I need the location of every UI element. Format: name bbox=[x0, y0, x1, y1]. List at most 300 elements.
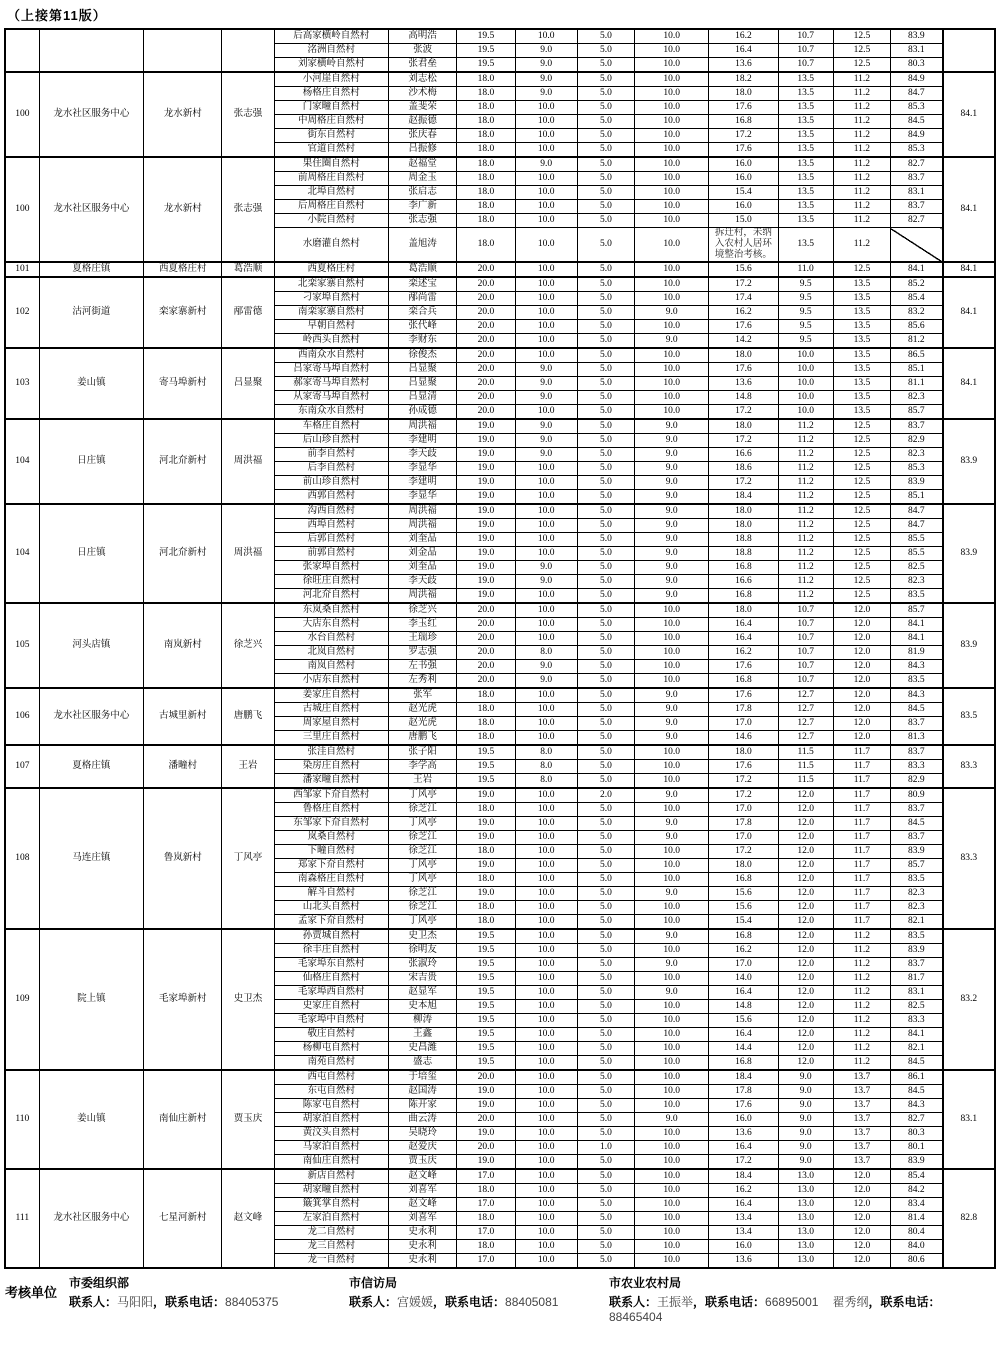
total-score-cell: 83.9 bbox=[890, 475, 942, 489]
group-contact-cell: 张志强 bbox=[222, 157, 274, 262]
total-score-cell: 82.9 bbox=[890, 773, 942, 788]
total-score-cell: 82.5 bbox=[890, 999, 942, 1013]
table-row bbox=[5, 504, 995, 519]
village-group-103 bbox=[5, 348, 995, 419]
natural-village-cell: 孙贾城自然村 bbox=[274, 929, 388, 944]
score-cell: 19.0 bbox=[457, 518, 515, 532]
table-row bbox=[5, 262, 995, 277]
score-cell: 19.0 bbox=[457, 816, 515, 830]
score-cell: 10.0 bbox=[634, 773, 708, 788]
score-cell: 13.7 bbox=[833, 1126, 890, 1140]
score-cell: 18.0 bbox=[457, 157, 515, 172]
score-cell: 10.0 bbox=[515, 1253, 577, 1268]
score-cell: 16.4 bbox=[709, 44, 778, 58]
score-cell: 10.0 bbox=[515, 886, 577, 900]
natural-village-cell: 三里庄自然村 bbox=[274, 730, 388, 745]
new-village-cell: 七星河新村 bbox=[144, 1169, 222, 1268]
natural-village-cell: 西屯自然村 bbox=[274, 1070, 388, 1085]
leader-cell: 赵显军 bbox=[389, 985, 457, 999]
leader-cell: 赵振德 bbox=[389, 115, 457, 129]
score-cell: 5.0 bbox=[577, 844, 634, 858]
score-cell: 11.7 bbox=[833, 900, 890, 914]
score-cell: 19.0 bbox=[457, 1154, 515, 1169]
total-score-cell: 83.5 bbox=[890, 872, 942, 886]
score-cell: 10.0 bbox=[515, 1169, 577, 1184]
score-cell: 17.2 bbox=[709, 844, 778, 858]
village-group-110 bbox=[5, 1070, 995, 1169]
town-cell: 马连庄镇 bbox=[39, 788, 143, 929]
score-cell: 19.0 bbox=[457, 560, 515, 574]
natural-village-cell: 张家埠自然村 bbox=[274, 560, 388, 574]
score-cell: 5.0 bbox=[577, 645, 634, 659]
score-cell: 11.2 bbox=[778, 419, 833, 434]
score-cell: 11.2 bbox=[778, 574, 833, 588]
score-cell: 11.2 bbox=[833, 129, 890, 143]
score-cell: 13.0 bbox=[778, 1253, 833, 1268]
natural-village-cell: 敬庄自然村 bbox=[274, 1027, 388, 1041]
score-cell: 5.0 bbox=[577, 546, 634, 560]
score-cell: 13.5 bbox=[833, 319, 890, 333]
score-cell: 20.0 bbox=[457, 1140, 515, 1154]
leader-cell: 赵光虎 bbox=[389, 716, 457, 730]
group-number-cell: 103 bbox=[5, 348, 39, 419]
score-cell: 12.5 bbox=[833, 433, 890, 447]
score-cell: 12.0 bbox=[833, 617, 890, 631]
score-cell: 12.0 bbox=[778, 788, 833, 803]
score-cell: 9.0 bbox=[634, 574, 708, 588]
score-cell: 17.8 bbox=[709, 816, 778, 830]
score-cell: 10.0 bbox=[515, 1225, 577, 1239]
score-cell: 13.0 bbox=[778, 1169, 833, 1184]
score-cell: 13.5 bbox=[778, 157, 833, 172]
village-group-100 bbox=[5, 157, 995, 262]
group-number-cell: 100 bbox=[5, 157, 39, 262]
natural-village-cell: 龙三自然村 bbox=[274, 1239, 388, 1253]
town-cell: 夏格庄镇 bbox=[39, 745, 143, 788]
total-score-cell: 83.7 bbox=[890, 716, 942, 730]
leader-cell: 吕显清 bbox=[389, 390, 457, 404]
leader-cell: 刘喜军 bbox=[389, 1183, 457, 1197]
score-cell: 11.7 bbox=[833, 816, 890, 830]
total-score-cell: 85.7 bbox=[890, 603, 942, 618]
score-cell: 10.7 bbox=[778, 29, 833, 44]
group-average-cell: 83.5 bbox=[943, 688, 995, 745]
score-cell: 13.5 bbox=[778, 200, 833, 214]
score-cell: 10.7 bbox=[778, 673, 833, 688]
score-cell: 12.0 bbox=[833, 645, 890, 659]
score-cell: 13.0 bbox=[778, 1239, 833, 1253]
group-number-cell: 105 bbox=[5, 603, 39, 688]
natural-village-cell: 西邹家下夼自然村 bbox=[274, 788, 388, 803]
score-cell: 18.0 bbox=[457, 72, 515, 87]
score-cell: 5.0 bbox=[577, 631, 634, 645]
score-cell: 18.0 bbox=[457, 702, 515, 716]
score-cell: 10.0 bbox=[634, 1183, 708, 1197]
town-cell: 日庄镇 bbox=[39, 419, 143, 504]
total-score-cell: 83.1 bbox=[890, 985, 942, 999]
group-number-cell: 101 bbox=[5, 262, 39, 277]
score-cell: 16.4 bbox=[709, 617, 778, 631]
score-cell: 13.7 bbox=[833, 1154, 890, 1169]
leader-cell: 徐芝兴 bbox=[389, 603, 457, 618]
score-cell: 5.0 bbox=[577, 730, 634, 745]
total-score-cell: 84.5 bbox=[890, 115, 942, 129]
score-cell: 10.0 bbox=[634, 1027, 708, 1041]
score-cell: 18.0 bbox=[457, 1183, 515, 1197]
score-cell: 11.2 bbox=[833, 72, 890, 87]
score-cell: 14.0 bbox=[709, 971, 778, 985]
score-cell: 18.0 bbox=[457, 143, 515, 158]
new-village-cell: 西夏格庄村 bbox=[144, 262, 222, 277]
leader-cell: 赵文峰 bbox=[389, 1169, 457, 1184]
score-cell: 5.0 bbox=[577, 228, 634, 262]
score-cell: 16.6 bbox=[709, 447, 778, 461]
leader-cell: 张启志 bbox=[389, 186, 457, 200]
town-cell: 龙水社区服务中心 bbox=[39, 72, 143, 157]
score-cell: 10.0 bbox=[634, 1098, 708, 1112]
score-cell: 9.0 bbox=[515, 87, 577, 101]
score-cell: 9.0 bbox=[634, 730, 708, 745]
total-score-cell: 84.7 bbox=[890, 518, 942, 532]
score-cell: 10.0 bbox=[634, 858, 708, 872]
leader-cell: 史卫杰 bbox=[389, 929, 457, 944]
score-cell: 10.0 bbox=[515, 929, 577, 944]
score-cell: 10.0 bbox=[778, 362, 833, 376]
total-score-cell: 80.9 bbox=[890, 788, 942, 803]
natural-village-cell: 水磨灌自然村 bbox=[274, 228, 388, 262]
leader-cell: 高明浩 bbox=[389, 29, 457, 44]
score-cell: 13.6 bbox=[709, 58, 778, 73]
score-cell: 5.0 bbox=[577, 830, 634, 844]
score-cell: 12.0 bbox=[778, 943, 833, 957]
total-score-cell: 83.7 bbox=[890, 957, 942, 971]
score-cell: 10.0 bbox=[515, 1183, 577, 1197]
score-cell: 17.2 bbox=[709, 129, 778, 143]
score-cell: 13.5 bbox=[833, 404, 890, 419]
score-cell: 5.0 bbox=[577, 1112, 634, 1126]
score-cell: 16.4 bbox=[709, 985, 778, 999]
score-cell: 1.0 bbox=[577, 1140, 634, 1154]
score-cell: 19.5 bbox=[457, 29, 515, 44]
score-cell: 16.8 bbox=[709, 1055, 778, 1070]
leader-cell: 徐明友 bbox=[389, 943, 457, 957]
leader-cell: 张淑玲 bbox=[389, 957, 457, 971]
score-cell: 10.0 bbox=[634, 1070, 708, 1085]
village-group-107 bbox=[5, 745, 995, 788]
new-village-cell: 河北夼新村 bbox=[144, 419, 222, 504]
score-cell: 12.0 bbox=[778, 886, 833, 900]
score-cell: 12.0 bbox=[778, 802, 833, 816]
group-contact-cell: 徐芝兴 bbox=[222, 603, 274, 688]
score-cell: 9.0 bbox=[778, 1070, 833, 1085]
score-cell: 18.0 bbox=[709, 745, 778, 760]
score-cell: 12.5 bbox=[833, 58, 890, 73]
natural-village-cell: 毛家埠西自然村 bbox=[274, 985, 388, 999]
org-contact-line bbox=[69, 1293, 319, 1310]
score-cell: 10.0 bbox=[515, 631, 577, 645]
table-row bbox=[5, 603, 995, 618]
total-score-cell: 83.9 bbox=[890, 844, 942, 858]
score-cell: 10.0 bbox=[515, 143, 577, 158]
natural-village-cell: 周家屋自然村 bbox=[274, 716, 388, 730]
score-cell: 10.0 bbox=[634, 645, 708, 659]
leader-cell: 徐芝江 bbox=[389, 886, 457, 900]
leader-cell: 史永利 bbox=[389, 1225, 457, 1239]
total-score-cell: 80.6 bbox=[890, 1253, 942, 1268]
score-cell: 11.7 bbox=[833, 914, 890, 929]
leader-cell: 张子阳 bbox=[389, 745, 457, 760]
score-cell: 19.0 bbox=[457, 433, 515, 447]
score-cell: 5.0 bbox=[577, 1041, 634, 1055]
leader-cell: 赵爱庆 bbox=[389, 1140, 457, 1154]
score-cell: 12.7 bbox=[778, 730, 833, 745]
score-cell: 13.5 bbox=[833, 348, 890, 363]
score-cell: 17.2 bbox=[709, 404, 778, 419]
total-score-cell: 86.5 bbox=[890, 348, 942, 363]
score-cell: 19.0 bbox=[457, 447, 515, 461]
score-cell: 20.0 bbox=[457, 319, 515, 333]
new-village-cell: 栾家寨新村 bbox=[144, 277, 222, 348]
score-cell: 5.0 bbox=[577, 101, 634, 115]
group-average-cell: 83.2 bbox=[943, 929, 995, 1070]
score-cell: 10.0 bbox=[634, 999, 708, 1013]
score-cell: 10.0 bbox=[515, 830, 577, 844]
score-cell: 10.0 bbox=[515, 129, 577, 143]
score-cell: 5.0 bbox=[577, 999, 634, 1013]
leader-cell: 史本旭 bbox=[389, 999, 457, 1013]
natural-village-cell: 小河崖自然村 bbox=[274, 72, 388, 87]
score-cell: 10.0 bbox=[634, 914, 708, 929]
score-cell: 10.0 bbox=[515, 1041, 577, 1055]
score-cell: 12.0 bbox=[833, 730, 890, 745]
village-group-102 bbox=[5, 277, 995, 348]
leader-cell: 徐芝江 bbox=[389, 802, 457, 816]
town-cell: 日庄镇 bbox=[39, 504, 143, 603]
score-cell: 11.7 bbox=[833, 759, 890, 773]
leader-cell: 唐鹏飞 bbox=[389, 730, 457, 745]
score-cell: 18.0 bbox=[457, 115, 515, 129]
leader-cell: 李显华 bbox=[389, 489, 457, 504]
score-cell: 10.0 bbox=[634, 1126, 708, 1140]
group-contact-cell: 张志强 bbox=[222, 72, 274, 157]
score-cell: 9.5 bbox=[778, 319, 833, 333]
natural-village-cell: 车格庄自然村 bbox=[274, 419, 388, 434]
score-cell: 5.0 bbox=[577, 858, 634, 872]
score-cell: 11.2 bbox=[833, 1041, 890, 1055]
score-cell: 10.0 bbox=[634, 631, 708, 645]
score-cell: 10.0 bbox=[634, 745, 708, 760]
score-cell: 9.0 bbox=[778, 1140, 833, 1154]
score-cell: 5.0 bbox=[577, 957, 634, 971]
score-cell: 10.0 bbox=[515, 1154, 577, 1169]
score-cell: 11.2 bbox=[833, 985, 890, 999]
demolition-note-cell: 拆迁村，未纳入农村人居环境整治考核。 bbox=[709, 228, 778, 262]
score-cell: 16.6 bbox=[709, 574, 778, 588]
score-cell: 19.0 bbox=[457, 574, 515, 588]
score-cell: 10.0 bbox=[634, 172, 708, 186]
village-group-105 bbox=[5, 603, 995, 688]
score-cell: 5.0 bbox=[577, 214, 634, 228]
score-cell: 12.0 bbox=[833, 1169, 890, 1184]
new-village-cell: 毛家埠新村 bbox=[144, 929, 222, 1070]
score-cell: 17.6 bbox=[709, 659, 778, 673]
score-cell: 13.7 bbox=[833, 1070, 890, 1085]
natural-village-cell: 小店东自然村 bbox=[274, 673, 388, 688]
total-score-cell: 85.7 bbox=[890, 404, 942, 419]
score-cell: 10.0 bbox=[634, 390, 708, 404]
total-score-cell: 84.2 bbox=[890, 1183, 942, 1197]
score-cell: 9.0 bbox=[634, 788, 708, 803]
new-village-cell: 寄马埠新村 bbox=[144, 348, 222, 419]
total-score-cell: 82.7 bbox=[890, 214, 942, 228]
group-contact-cell: 邴雷德 bbox=[222, 277, 274, 348]
score-cell: 18.6 bbox=[709, 461, 778, 475]
score-cell: 9.0 bbox=[634, 1112, 708, 1126]
total-score-cell: 84.5 bbox=[890, 816, 942, 830]
score-cell: 13.6 bbox=[709, 1126, 778, 1140]
total-score-cell: 83.7 bbox=[890, 200, 942, 214]
score-cell: 13.6 bbox=[709, 376, 778, 390]
score-cell: 5.0 bbox=[577, 1183, 634, 1197]
score-cell: 16.4 bbox=[709, 1140, 778, 1154]
score-cell: 9.0 bbox=[515, 574, 577, 588]
score-cell: 11.7 bbox=[833, 830, 890, 844]
village-group-108 bbox=[5, 788, 995, 929]
natural-village-cell: 后李自然村 bbox=[274, 461, 388, 475]
contact-phone-number: 88465404 bbox=[609, 1309, 663, 1324]
natural-village-cell: 吕家寄马埠自然村 bbox=[274, 362, 388, 376]
score-cell: 11.7 bbox=[833, 872, 890, 886]
score-cell: 5.0 bbox=[577, 186, 634, 200]
score-cell: 5.0 bbox=[577, 914, 634, 929]
score-cell: 10.0 bbox=[515, 1070, 577, 1085]
score-cell: 5.0 bbox=[577, 172, 634, 186]
group-contact-cell: 赵文峰 bbox=[222, 1169, 274, 1268]
score-cell: 20.0 bbox=[457, 390, 515, 404]
contact-person-label: 联系人： bbox=[69, 1294, 118, 1309]
leader-cell: 李广新 bbox=[389, 200, 457, 214]
natural-village-cell: 胡家泊自然村 bbox=[274, 1112, 388, 1126]
group-contact-cell: 丁风亭 bbox=[222, 788, 274, 929]
score-cell: 10.0 bbox=[515, 1126, 577, 1140]
score-cell: 12.0 bbox=[778, 971, 833, 985]
score-cell: 13.0 bbox=[778, 1183, 833, 1197]
score-cell: 13.5 bbox=[833, 305, 890, 319]
score-cell: 10.0 bbox=[515, 1211, 577, 1225]
score-cell: 19.5 bbox=[457, 1013, 515, 1027]
score-cell: 18.0 bbox=[457, 1211, 515, 1225]
score-cell: 16.2 bbox=[709, 1183, 778, 1197]
score-cell: 20.0 bbox=[457, 659, 515, 673]
contact-phone-number: 88405375 bbox=[225, 1294, 279, 1309]
score-cell: 11.2 bbox=[833, 1027, 890, 1041]
total-score-cell: 83.3 bbox=[890, 759, 942, 773]
score-cell: 9.0 bbox=[634, 588, 708, 603]
score-cell: 18.0 bbox=[457, 129, 515, 143]
contact-phone-label: ，联系电话： bbox=[868, 1294, 941, 1309]
score-cell: 10.0 bbox=[515, 1013, 577, 1027]
leader-cell: 张代峰 bbox=[389, 319, 457, 333]
natural-village-cell: 黄汶头自然村 bbox=[274, 1126, 388, 1140]
score-cell: 10.0 bbox=[515, 518, 577, 532]
score-cell: 11.2 bbox=[833, 186, 890, 200]
leader-cell: 刘志松 bbox=[389, 72, 457, 87]
org-contact-line bbox=[609, 1293, 967, 1324]
score-cell: 10.0 bbox=[634, 1055, 708, 1070]
score-cell: 19.5 bbox=[457, 943, 515, 957]
score-cell: 9.0 bbox=[778, 1084, 833, 1098]
score-cell: 5.0 bbox=[577, 157, 634, 172]
total-score-cell: 84.3 bbox=[890, 1098, 942, 1112]
town-cell: 河头店镇 bbox=[39, 603, 143, 688]
score-cell: 12.5 bbox=[833, 419, 890, 434]
score-cell: 10.0 bbox=[634, 277, 708, 292]
group-number-cell: 102 bbox=[5, 277, 39, 348]
score-cell: 10.7 bbox=[778, 645, 833, 659]
score-cell: 12.0 bbox=[778, 816, 833, 830]
score-cell: 12.0 bbox=[833, 1253, 890, 1268]
score-cell: 5.0 bbox=[577, 1154, 634, 1169]
group-average-cell: 84.1 bbox=[943, 157, 995, 262]
score-cell: 13.5 bbox=[778, 228, 833, 262]
score-cell: 11.2 bbox=[833, 971, 890, 985]
score-cell: 5.0 bbox=[577, 532, 634, 546]
score-cell: 13.5 bbox=[778, 186, 833, 200]
leader-cell: 王鑫 bbox=[389, 1027, 457, 1041]
score-cell: 10.0 bbox=[634, 673, 708, 688]
total-score-cell: 83.5 bbox=[890, 588, 942, 603]
score-cell: 11.2 bbox=[778, 461, 833, 475]
score-cell: 18.0 bbox=[709, 504, 778, 519]
natural-village-cell: 姜家庄自然村 bbox=[274, 688, 388, 703]
score-cell: 19.5 bbox=[457, 759, 515, 773]
score-cell: 11.7 bbox=[833, 844, 890, 858]
group-average-cell: 84.1 bbox=[943, 277, 995, 348]
score-cell: 9.0 bbox=[515, 44, 577, 58]
contact-phone-number: 88405081 bbox=[505, 1294, 559, 1309]
score-cell: 18.0 bbox=[457, 214, 515, 228]
leader-cell: 赵光虎 bbox=[389, 702, 457, 716]
score-cell: 10.0 bbox=[515, 29, 577, 44]
score-cell: 10.0 bbox=[634, 759, 708, 773]
score-cell: 14.8 bbox=[709, 390, 778, 404]
score-cell: 9.0 bbox=[515, 560, 577, 574]
score-cell: 18.0 bbox=[457, 730, 515, 745]
score-cell: 12.0 bbox=[833, 1197, 890, 1211]
score-cell: 16.0 bbox=[709, 1239, 778, 1253]
page-continuation-note: （上接第11版） bbox=[7, 8, 107, 23]
score-cell: 13.7 bbox=[833, 1098, 890, 1112]
score-cell: 10.0 bbox=[515, 1055, 577, 1070]
score-cell: 19.0 bbox=[457, 489, 515, 504]
score-cell: 20.0 bbox=[457, 262, 515, 277]
natural-village-cell: 毛家埠中自然村 bbox=[274, 1013, 388, 1027]
natural-village-cell: 胡家疃自然村 bbox=[274, 1183, 388, 1197]
org-name: 市信访局 bbox=[349, 1275, 398, 1290]
score-cell: 16.8 bbox=[709, 588, 778, 603]
score-cell: 11.2 bbox=[833, 228, 890, 262]
group-number-cell: 104 bbox=[5, 419, 39, 504]
score-cell: 5.0 bbox=[577, 1027, 634, 1041]
new-village-cell: 龙水新村 bbox=[144, 72, 222, 157]
score-cell: 10.0 bbox=[634, 971, 708, 985]
score-cell: 5.0 bbox=[577, 773, 634, 788]
natural-village-cell: 后周格庄自然村 bbox=[274, 200, 388, 214]
score-cell: 10.0 bbox=[515, 957, 577, 971]
score-cell: 13.5 bbox=[833, 376, 890, 390]
score-cell: 19.0 bbox=[457, 504, 515, 519]
score-cell: 18.0 bbox=[457, 186, 515, 200]
